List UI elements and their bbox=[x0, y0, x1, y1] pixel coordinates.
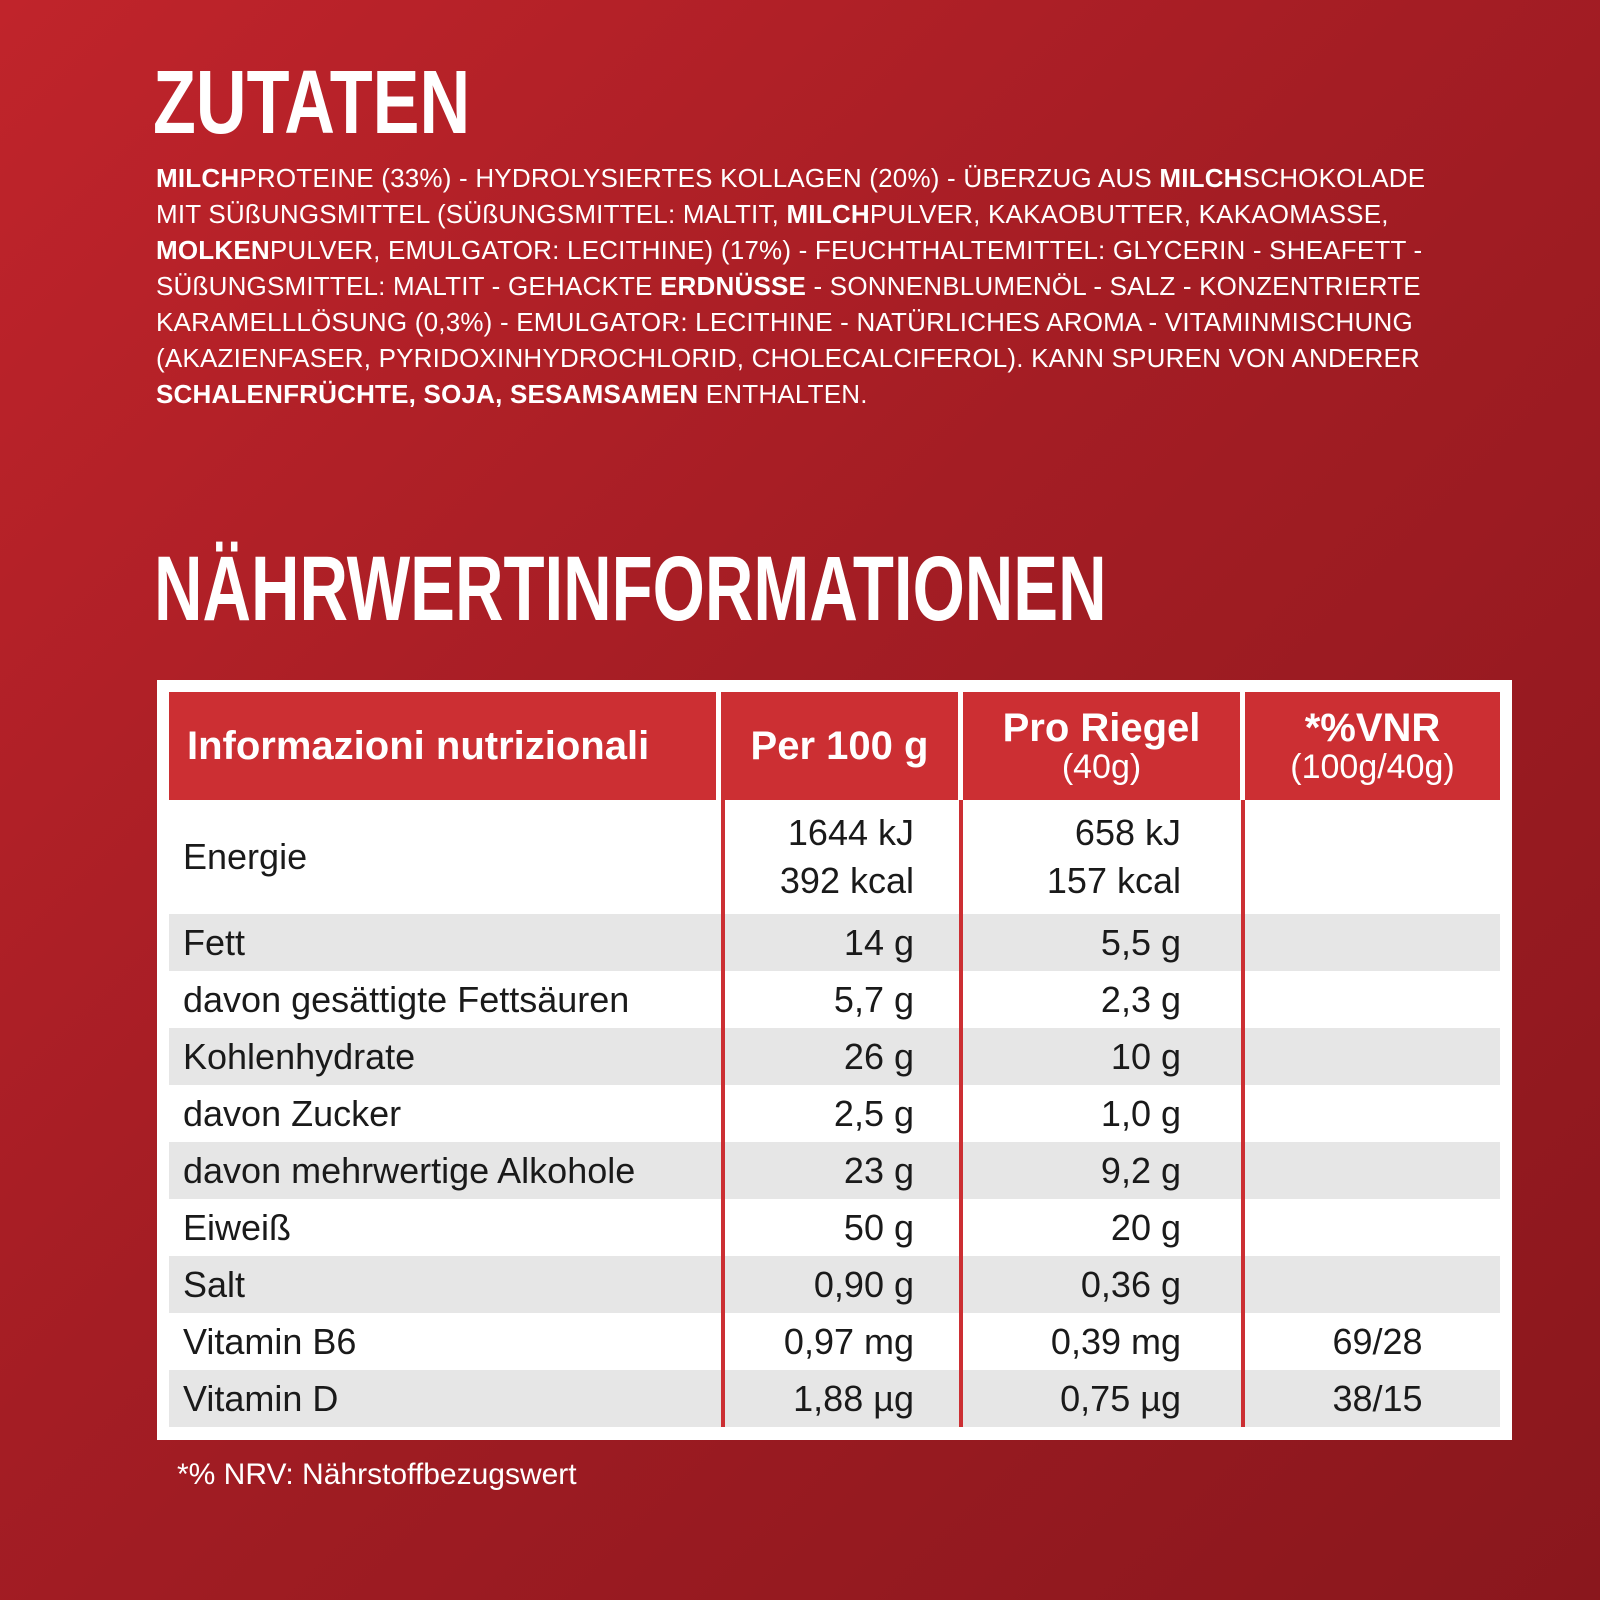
nutrition-table-frame bbox=[157, 680, 1512, 1440]
nutrient-name: Vitamin D bbox=[169, 1370, 721, 1427]
value-nrv bbox=[1245, 971, 1500, 1028]
nutrient-name: Fett bbox=[169, 914, 721, 971]
ingredient-segment: SCHOKOLADE MIT SÜßUNGSMITTEL (SÜßUNGSMITTEL: MALTIT, bbox=[156, 163, 1426, 229]
table-row bbox=[169, 1313, 1500, 1370]
header-per-bar: Pro Riegel (40g) bbox=[963, 692, 1245, 800]
value-per-100g-line: 1644 kJ bbox=[787, 812, 914, 853]
value-nrv bbox=[1245, 914, 1500, 971]
value-per-bar bbox=[963, 1199, 1245, 1256]
ingredients-title: ZUTATEN bbox=[153, 53, 471, 153]
ingredient-allergen: MILCH bbox=[786, 199, 870, 229]
ingredient-segment: - SONNENBLUMENÖL - SALZ - KONZENTRIERTE KARAMELLLÖSUNG (0,3%) - EMULGATOR: LECITHINE - NATÜRLICHES AROMA - VITAMINMISCHUNG (AKAZIENFASER, PYRIDOXINHYDROCHLORID, CHOLECALCIFEROL). KANN SPUREN VON ANDERER bbox=[156, 271, 1421, 373]
ingredients-text bbox=[156, 160, 1446, 412]
value-nrv bbox=[1245, 1085, 1500, 1142]
value-per-bar-line: 658 kJ bbox=[1074, 812, 1181, 853]
table-row bbox=[169, 1256, 1500, 1313]
value-per-100g-line: 2,5 g bbox=[833, 1092, 914, 1134]
ingredient-allergen: ERDNÜSSE bbox=[660, 271, 807, 301]
value-per-100g bbox=[721, 1085, 963, 1142]
nutrient-name: Eiweiß bbox=[183, 1206, 292, 1248]
value-per-bar-line: 157 kcal bbox=[1046, 860, 1181, 901]
value-per-bar-line: 20 g bbox=[1110, 1206, 1181, 1248]
nutrition-table-body bbox=[169, 800, 1500, 1427]
value-per-bar-line: 9,2 g bbox=[1100, 1149, 1181, 1191]
value-per-bar bbox=[963, 1085, 1245, 1142]
value-per-bar-line: 10 g bbox=[1110, 1035, 1181, 1077]
nutrient-name: Energie bbox=[183, 836, 308, 877]
value-nrv: 69/28 bbox=[1332, 1320, 1423, 1362]
nrv-footnote: *% NRV: Nährstoffbezugswert bbox=[177, 1458, 577, 1491]
value-per-100g bbox=[721, 914, 963, 971]
nutrient-name: Salt bbox=[169, 1256, 721, 1313]
value-nrv bbox=[1245, 800, 1500, 914]
nutrient-name: Vitamin B6 bbox=[183, 1320, 357, 1362]
value-per-100g-line: 23 g bbox=[843, 1149, 914, 1191]
ingredient-segment: PROTEINE (33%) - HYDROLYSIERTES KOLLAGEN (20%) - ÜBERZUG AUS bbox=[239, 163, 1160, 193]
value-per-bar bbox=[963, 1028, 1245, 1085]
ingredient-allergen: MILCH bbox=[1159, 163, 1243, 193]
value-per-bar-line: 5,5 g bbox=[1100, 921, 1181, 963]
table-row bbox=[169, 1142, 1500, 1199]
table-header-row bbox=[169, 692, 1500, 800]
ingredient-allergen: SCHALENFRÜCHTE, SOJA, SESAMSAMEN bbox=[156, 379, 699, 409]
value-per-bar-line: 0,39 mg bbox=[1050, 1320, 1181, 1362]
ingredient-allergen: MOLKEN bbox=[156, 235, 270, 265]
value-per-bar bbox=[963, 971, 1245, 1028]
table-row bbox=[169, 1085, 1500, 1142]
value-per-100g bbox=[721, 1256, 963, 1313]
table-row bbox=[169, 1370, 1500, 1427]
ingredient-segment: ENTHALTEN. bbox=[698, 379, 868, 409]
header-nutrient: Informazioni nutrizionali bbox=[169, 692, 721, 800]
value-per-100g-line: 5,7 g bbox=[833, 978, 914, 1020]
header-per-100g: Per 100 g bbox=[721, 692, 963, 800]
table-row bbox=[169, 800, 1500, 914]
value-per-100g bbox=[721, 1142, 963, 1199]
value-nrv bbox=[1245, 1199, 1500, 1256]
value-per-100g bbox=[721, 971, 963, 1028]
value-nrv: 38/15 bbox=[1245, 1370, 1500, 1427]
value-per-bar-line: 1,0 g bbox=[1100, 1092, 1181, 1134]
table-row bbox=[169, 1028, 1500, 1085]
value-per-100g bbox=[721, 1370, 963, 1427]
value-per-bar bbox=[963, 914, 1245, 971]
table-row bbox=[169, 1199, 1500, 1256]
table-row bbox=[169, 971, 1500, 1028]
ingredient-segment: PULVER, EMULGATOR: LECITHINE) (17%) - FEUCHTHALTEMITTEL: GLYCERIN - SHEAFETT - SÜßUNGSMITTEL: MALTIT - GEHACKTE bbox=[156, 235, 1423, 301]
nutrient-name: Kohlenhydrate bbox=[169, 1028, 721, 1085]
ingredient-allergen: MILCH bbox=[156, 163, 240, 193]
nutrient-name: davon gesättigte Fettsäuren bbox=[183, 978, 630, 1020]
value-per-100g bbox=[721, 1313, 963, 1370]
nutrient-name: davon Zucker bbox=[183, 1092, 402, 1134]
value-per-100g-line: 0,97 mg bbox=[783, 1320, 914, 1362]
value-nrv bbox=[1245, 1142, 1500, 1199]
table-row bbox=[169, 914, 1500, 971]
value-per-100g bbox=[721, 1028, 963, 1085]
nutrient-name: davon mehrwertige Alkohole bbox=[169, 1142, 721, 1199]
value-per-100g bbox=[721, 1199, 963, 1256]
value-per-bar-line: 2,3 g bbox=[1100, 978, 1181, 1020]
value-per-bar-line: 0,75 µg bbox=[1060, 1377, 1181, 1419]
header-nrv: *%VNR (100g/40g) bbox=[1245, 692, 1500, 800]
value-per-bar bbox=[963, 1370, 1245, 1427]
value-per-100g-line: 0,90 g bbox=[813, 1263, 914, 1305]
value-per-100g-line: 1,88 µg bbox=[793, 1377, 914, 1419]
value-per-100g-line: 392 kcal bbox=[779, 860, 914, 901]
value-nrv bbox=[1245, 1028, 1500, 1085]
value-per-100g-line: 14 g bbox=[843, 921, 914, 963]
value-per-100g-line: 26 g bbox=[843, 1035, 914, 1077]
value-per-bar bbox=[963, 1256, 1245, 1313]
value-per-bar bbox=[963, 800, 1245, 914]
value-per-bar bbox=[963, 1142, 1245, 1199]
nutrition-table bbox=[169, 692, 1500, 1427]
value-per-100g bbox=[721, 800, 963, 914]
value-nrv bbox=[1245, 1256, 1500, 1313]
value-per-bar bbox=[963, 1313, 1245, 1370]
nutrition-title: NÄHRWERTINFORMATIONEN bbox=[154, 538, 1107, 640]
ingredient-segment: PULVER, KAKAOBUTTER, KAKAOMASSE, bbox=[869, 199, 1389, 229]
value-per-100g-line: 50 g bbox=[843, 1206, 914, 1248]
value-per-bar-line: 0,36 g bbox=[1080, 1263, 1181, 1305]
